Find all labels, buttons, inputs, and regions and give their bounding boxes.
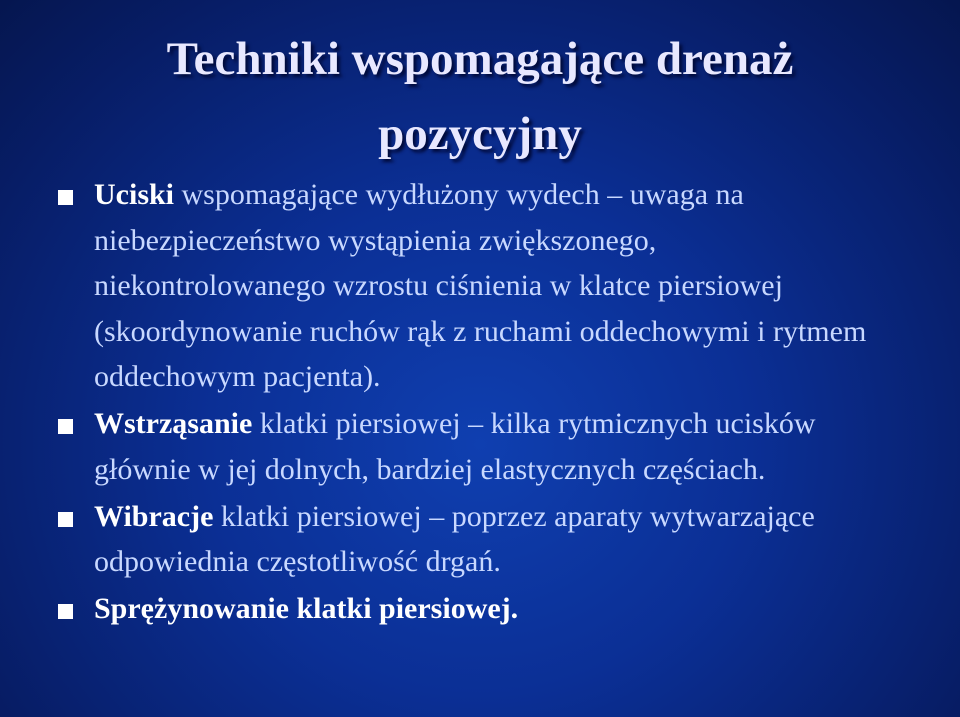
bullet-lead: Wibracje: [94, 499, 214, 533]
slide-title-line-2: pozycyjny: [378, 108, 582, 160]
bullet-text: wspomagające wydłużony wydech – uwaga na niebezpieczeństwo wystąpienia zwiększonego, niekontrolowanego wzrostu ciśnienia w klatce piersiowej (skoordynowanie ruchów rąk z ruchami oddechowymi i rytmem oddechowym pacjenta).: [94, 178, 867, 393]
bullet-text: klatki piersiowej – kilka rytmicznych ucisków głównie w jej dolnych, bardziej elastycznych częściach.: [94, 407, 816, 486]
bullet-item-sprezynowanie: [56, 586, 876, 632]
square-bullet-icon: [58, 190, 73, 205]
bullet-list: [56, 172, 876, 633]
square-bullet-icon: [58, 419, 73, 434]
bullet-lead: Sprężynowanie klatki piersiowej.: [94, 592, 519, 625]
bullet-lead: Uciski: [94, 178, 175, 211]
bullet-item-wstrzasanie: [56, 401, 876, 492]
slide-title-line-1: Techniki wspomagające drenaż: [166, 33, 794, 85]
bullet-item-uciski: [56, 172, 876, 400]
slide-title: [40, 22, 920, 172]
square-bullet-icon: [58, 604, 73, 619]
bullet-text: klatki piersiowej – poprzez aparaty wytwarzające odpowiednia częstotliwość drgań.: [94, 499, 815, 578]
bullet-item-wibracje: [56, 494, 876, 585]
bullet-lead: Wstrząsanie: [94, 407, 253, 440]
square-bullet-icon: [58, 512, 73, 527]
